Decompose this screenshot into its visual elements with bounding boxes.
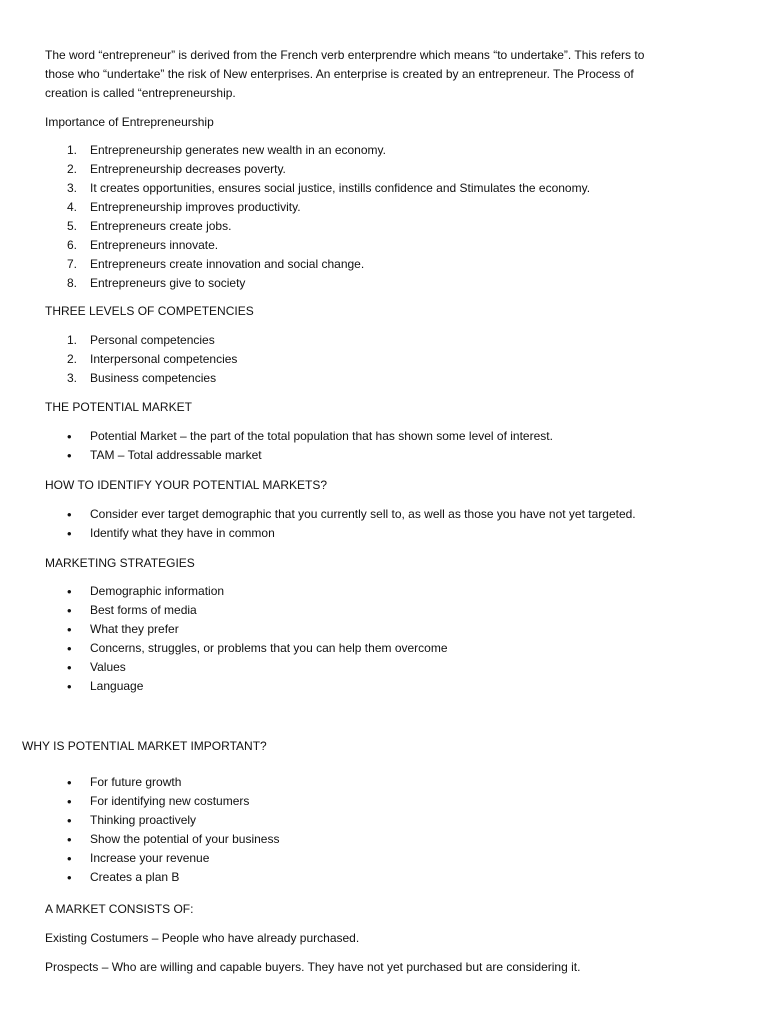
list-item-text: It creates opportunities, ensures social justice, instills confidence and Stimulates the economy.	[90, 181, 591, 195]
bullet-marker: •	[67, 660, 72, 675]
existing-customers-text: Existing Costumers – People who have already purchased.	[45, 931, 360, 945]
list-item	[45, 792, 279, 811]
list-item	[45, 849, 279, 868]
list-item-text: Personal competencies	[90, 333, 215, 347]
bullet-marker: •	[67, 429, 72, 444]
list-number: 1.	[67, 333, 78, 347]
list-item-text: Thinking proactively	[90, 813, 197, 827]
list-item	[45, 160, 590, 179]
list-item-text: Best forms of media	[90, 603, 197, 617]
list-item	[45, 658, 448, 677]
list-item	[45, 255, 590, 274]
list-item	[45, 601, 448, 620]
list-number: 3.	[67, 371, 78, 385]
list-item	[45, 868, 279, 887]
bullet-marker: •	[67, 794, 72, 809]
intro-line: creation is called “entrepreneurship.	[45, 86, 236, 100]
list-item	[45, 677, 448, 696]
intro-line: those who “undertake” the risk of New enterprises. An enterprise is created by an entrepreneur. The Process of	[45, 67, 634, 81]
list-item-text: Values	[90, 660, 126, 674]
bullet-marker: •	[67, 507, 72, 522]
strategies-list	[45, 582, 448, 696]
list-number: 3.	[67, 181, 78, 195]
bullet-marker: •	[67, 813, 72, 828]
market-heading: A MARKET CONSISTS OF:	[45, 902, 194, 916]
list-item-text: Consider ever target demographic that you currently sell to, as well as those you have not yet targeted.	[90, 507, 636, 521]
bullet-marker: •	[67, 603, 72, 618]
bullet-marker: •	[67, 622, 72, 637]
list-item-text: Entrepreneurs innovate.	[90, 238, 219, 252]
list-item	[45, 524, 636, 543]
importance-heading: Importance of Entrepreneurship	[45, 115, 214, 129]
why-list	[45, 773, 279, 887]
importance-list	[45, 141, 590, 293]
list-item-text: Concerns, struggles, or problems that you can help them overcome	[90, 641, 448, 655]
list-item	[45, 350, 237, 369]
list-item-text: Entrepreneurs create jobs.	[90, 219, 232, 233]
list-item	[45, 331, 237, 350]
list-item-text: Entrepreneurs give to society	[90, 276, 246, 290]
list-item	[45, 369, 237, 388]
potential-market-heading: THE POTENTIAL MARKET	[45, 400, 192, 414]
list-item	[45, 217, 590, 236]
list-item	[45, 639, 448, 658]
list-item-text: Demographic information	[90, 584, 225, 598]
strategies-heading: MARKETING STRATEGIES	[45, 556, 195, 570]
list-number: 5.	[67, 219, 78, 233]
intro-paragraph	[45, 46, 644, 103]
bullet-marker: •	[67, 851, 72, 866]
list-item-text: Potential Market – the part of the total population that has shown some level of interest.	[90, 429, 553, 443]
list-item-text: For future growth	[90, 775, 182, 789]
bullet-marker: •	[67, 584, 72, 599]
bullet-marker: •	[67, 526, 72, 541]
list-item-text: Business competencies	[90, 371, 217, 385]
bullet-marker: •	[67, 641, 72, 656]
competencies-heading: THREE LEVELS OF COMPETENCIES	[45, 304, 254, 318]
potential-market-list	[45, 427, 553, 465]
list-number: 4.	[67, 200, 78, 214]
list-item-text: What they prefer	[90, 622, 179, 636]
list-item	[45, 620, 448, 639]
bullet-marker: •	[67, 832, 72, 847]
list-item	[45, 582, 448, 601]
list-item	[45, 198, 590, 217]
list-item-text: Identify what they have in common	[90, 526, 275, 540]
why-heading: WHY IS POTENTIAL MARKET IMPORTANT?	[22, 739, 267, 753]
list-item-text: Show the potential of your business	[90, 832, 280, 846]
list-item-text: TAM – Total addressable market	[90, 448, 262, 462]
bullet-marker: •	[67, 679, 72, 694]
list-item	[45, 830, 279, 849]
list-item	[45, 141, 590, 160]
intro-line: The word “entrepreneur” is derived from the French verb enterprendre which means “to undertake”. This refers to	[45, 48, 645, 62]
list-item-text: Creates a plan B	[90, 870, 180, 884]
bullet-marker: •	[67, 870, 72, 885]
list-item-text: Entrepreneurship decreases poverty.	[90, 162, 286, 176]
list-item-text: Language	[90, 679, 144, 693]
list-item	[45, 274, 590, 293]
prospects-text: Prospects – Who are willing and capable buyers. They have not yet purchased but are considering it.	[45, 960, 581, 974]
list-item	[45, 446, 553, 465]
list-number: 2.	[67, 352, 78, 366]
list-number: 6.	[67, 238, 78, 252]
list-item-text: Entrepreneurship improves productivity.	[90, 200, 301, 214]
list-item-text: Interpersonal competencies	[90, 352, 238, 366]
list-item	[45, 811, 279, 830]
list-number: 8.	[67, 276, 78, 290]
list-item	[45, 773, 279, 792]
list-item	[45, 505, 636, 524]
bullet-marker: •	[67, 448, 72, 463]
list-number: 1.	[67, 143, 78, 157]
identify-list	[45, 505, 636, 543]
list-item	[45, 236, 590, 255]
list-item	[45, 427, 553, 446]
list-item-text: Entrepreneurship generates new wealth in an economy.	[90, 143, 386, 157]
list-number: 7.	[67, 257, 78, 271]
list-number: 2.	[67, 162, 78, 176]
list-item	[45, 179, 590, 198]
identify-heading: HOW TO IDENTIFY YOUR POTENTIAL MARKETS?	[45, 478, 328, 492]
list-item-text: Entrepreneurs create innovation and social change.	[90, 257, 365, 271]
competencies-list	[45, 331, 237, 388]
list-item-text: Increase your revenue	[90, 851, 210, 865]
list-item-text: For identifying new costumers	[90, 794, 250, 808]
bullet-marker: •	[67, 775, 72, 790]
